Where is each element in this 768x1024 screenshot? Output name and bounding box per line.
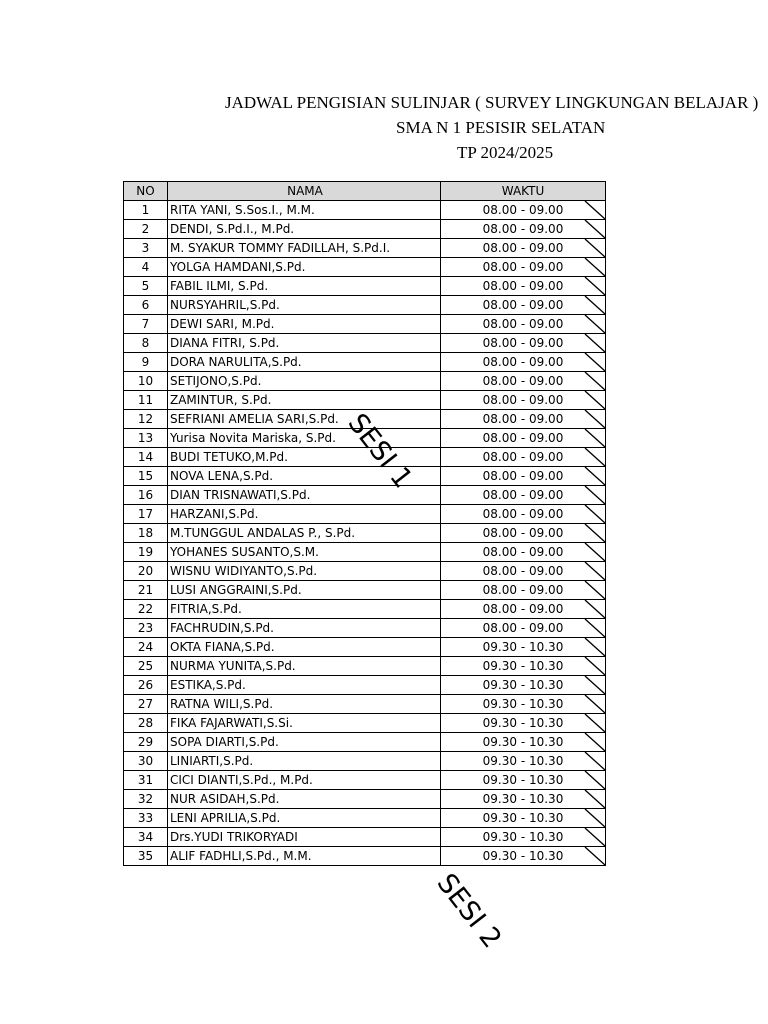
teacher-name (168, 676, 441, 695)
teacher-name (168, 296, 441, 315)
table-row (124, 581, 606, 600)
teacher-name-text: ZAMINTUR, S.Pd. (170, 393, 272, 407)
time-slot-text: 08.00 - 09.00 (482, 431, 564, 445)
row-number (124, 828, 168, 847)
teacher-name-text: ALIF FADHLI,S.Pd., M.M. (170, 849, 312, 863)
table-row (124, 676, 606, 695)
table-row (124, 239, 606, 258)
table-row (124, 847, 606, 866)
time-slot (441, 353, 606, 372)
time-slot-text: 09.30 - 10.30 (482, 792, 564, 806)
row-number (124, 334, 168, 353)
time-slot (441, 372, 606, 391)
row-number-text: 5 (141, 279, 150, 293)
teacher-name (168, 277, 441, 296)
teacher-name (168, 695, 441, 714)
time-slot (441, 505, 606, 524)
table-row (124, 562, 606, 581)
diagonal-slash-mark (585, 752, 605, 770)
table-row (124, 695, 606, 714)
diagonal-slash-mark (585, 315, 605, 333)
time-slot (441, 638, 606, 657)
row-number-text: 30 (137, 754, 154, 768)
diagonal-slash-mark (585, 714, 605, 732)
diagonal-slash-mark (585, 847, 605, 865)
time-slot-text: 09.30 - 10.30 (482, 830, 564, 844)
time-slot-text: 08.00 - 09.00 (482, 279, 564, 293)
time-slot-text: 09.30 - 10.30 (482, 678, 564, 692)
table-row (124, 809, 606, 828)
table-row (124, 467, 606, 486)
table-row (124, 296, 606, 315)
diagonal-slash-mark (585, 410, 605, 428)
time-slot (441, 448, 606, 467)
time-slot-text: 08.00 - 09.00 (482, 393, 564, 407)
table-row (124, 334, 606, 353)
row-number-text: 12 (137, 412, 154, 426)
academic-year: TP 2024/2025 (457, 143, 554, 162)
table-row (124, 752, 606, 771)
table-body (124, 201, 606, 866)
row-number (124, 695, 168, 714)
teacher-name (168, 543, 441, 562)
row-number (124, 771, 168, 790)
teacher-name (168, 562, 441, 581)
diagonal-slash-mark (585, 695, 605, 713)
row-number (124, 391, 168, 410)
row-number-text: 22 (137, 602, 154, 616)
diagonal-slash-mark (585, 638, 605, 656)
teacher-name (168, 752, 441, 771)
time-slot-text: 08.00 - 09.00 (482, 355, 564, 369)
diagonal-slash-mark (585, 258, 605, 276)
time-slot (441, 828, 606, 847)
teacher-name-text: LENI APRILIA,S.Pd. (170, 811, 281, 825)
teacher-name (168, 391, 441, 410)
teacher-name-text: SEFRIANI AMELIA SARI,S.Pd. (170, 412, 339, 426)
time-slot (441, 220, 606, 239)
teacher-name (168, 600, 441, 619)
teacher-name-text: LINIARTI,S.Pd. (170, 754, 254, 768)
row-number (124, 562, 168, 581)
time-slot (441, 277, 606, 296)
table-row (124, 391, 606, 410)
time-slot (441, 524, 606, 543)
teacher-name (168, 657, 441, 676)
row-number-text: 4 (141, 260, 150, 274)
row-number (124, 676, 168, 695)
diagonal-slash-mark (585, 467, 605, 485)
row-number (124, 201, 168, 220)
time-slot (441, 315, 606, 334)
time-slot (441, 790, 606, 809)
diagonal-slash-mark (585, 296, 605, 314)
diagonal-slash-mark (585, 448, 605, 466)
table-row (124, 638, 606, 657)
header-row (124, 182, 606, 201)
teacher-name-text: Drs.YUDI TRIKORYADI (170, 830, 298, 844)
row-number-text: 8 (141, 336, 150, 350)
time-slot-text: 08.00 - 09.00 (482, 260, 564, 274)
teacher-name-text: NUR ASIDAH,S.Pd. (170, 792, 280, 806)
diagonal-slash-mark (585, 201, 605, 219)
row-number (124, 505, 168, 524)
row-number-text: 27 (137, 697, 154, 711)
teacher-name (168, 201, 441, 220)
row-number-text: 1 (141, 203, 150, 217)
time-slot-text: 09.30 - 10.30 (482, 849, 564, 863)
time-slot (441, 847, 606, 866)
school-name: SMA N 1 PESISIR SELATAN (396, 118, 606, 137)
table-row (124, 524, 606, 543)
row-number-text: 25 (137, 659, 154, 673)
teacher-name (168, 790, 441, 809)
teacher-name-text: DENDI, S.Pd.I., M.Pd. (170, 222, 295, 236)
row-number-text: 32 (137, 792, 154, 806)
table-row (124, 733, 606, 752)
teacher-name-text: NURMA YUNITA,S.Pd. (170, 659, 296, 673)
teacher-name (168, 315, 441, 334)
diagonal-slash-mark (585, 353, 605, 371)
table-row (124, 714, 606, 733)
teacher-name (168, 809, 441, 828)
diagonal-slash-mark (585, 657, 605, 675)
teacher-name-text: Yurisa Novita Mariska, S.Pd. (170, 431, 336, 445)
diagonal-slash-mark (585, 220, 605, 238)
teacher-name (168, 828, 441, 847)
diagonal-slash-mark (585, 562, 605, 580)
time-slot-text: 08.00 - 09.00 (482, 602, 564, 616)
time-slot-text: 08.00 - 09.00 (482, 545, 564, 559)
teacher-name (168, 733, 441, 752)
table-row (124, 790, 606, 809)
teacher-name-text: OKTA FIANA,S.Pd. (170, 640, 275, 654)
row-number-text: 18 (137, 526, 154, 540)
diagonal-slash-mark (585, 429, 605, 447)
row-number-text: 13 (137, 431, 154, 445)
diagonal-slash-mark (585, 809, 605, 827)
row-number (124, 372, 168, 391)
teacher-name (168, 619, 441, 638)
table-row (124, 315, 606, 334)
table-row (124, 505, 606, 524)
diagonal-slash-mark (585, 277, 605, 295)
teacher-name-text: NOVA LENA,S.Pd. (170, 469, 274, 483)
time-slot (441, 600, 606, 619)
diagonal-slash-mark (585, 486, 605, 504)
row-number (124, 258, 168, 277)
row-number-text: 17 (137, 507, 154, 521)
diagonal-slash-mark (585, 239, 605, 257)
table-row (124, 277, 606, 296)
teacher-name (168, 410, 441, 429)
time-slot-text: 08.00 - 09.00 (482, 222, 564, 236)
row-number-text: 7 (141, 317, 150, 331)
row-number-text: 35 (137, 849, 154, 863)
table-row (124, 619, 606, 638)
row-number-text: 3 (141, 241, 150, 255)
row-number (124, 429, 168, 448)
row-number-text: 10 (137, 374, 154, 388)
time-slot (441, 410, 606, 429)
teacher-name-text: HARZANI,S.Pd. (170, 507, 259, 521)
time-slot (441, 201, 606, 220)
row-number-text: 11 (137, 393, 154, 407)
row-number-text: 33 (137, 811, 154, 825)
row-number-text: 20 (137, 564, 154, 578)
teacher-name (168, 220, 441, 239)
table-row (124, 543, 606, 562)
teacher-name-text: FIKA FAJARWATI,S.Si. (170, 716, 293, 730)
time-slot (441, 239, 606, 258)
row-number-text: 2 (141, 222, 150, 236)
time-slot-text: 09.30 - 10.30 (482, 716, 564, 730)
teacher-name-text: SOPA DIARTI,S.Pd. (170, 735, 279, 749)
teacher-name-text: ESTIKA,S.Pd. (170, 678, 246, 692)
time-slot-text: 09.30 - 10.30 (482, 659, 564, 673)
row-number (124, 657, 168, 676)
teacher-name-text: FABIL ILMI, S.Pd. (170, 279, 269, 293)
time-slot-text: 08.00 - 09.00 (482, 564, 564, 578)
row-number-text: 23 (137, 621, 154, 635)
time-slot (441, 486, 606, 505)
teacher-name (168, 771, 441, 790)
row-number (124, 581, 168, 600)
time-slot (441, 467, 606, 486)
time-slot-text: 09.30 - 10.30 (482, 735, 564, 749)
time-slot-text: 08.00 - 09.00 (482, 621, 564, 635)
diagonal-slash-mark (585, 828, 605, 846)
time-slot-text: 08.00 - 09.00 (482, 203, 564, 217)
row-number-text: 14 (137, 450, 154, 464)
diagonal-slash-mark (585, 771, 605, 789)
teacher-name-text: RATNA WILI,S.Pd. (170, 697, 274, 711)
time-slot (441, 619, 606, 638)
time-slot (441, 258, 606, 277)
teacher-name (168, 505, 441, 524)
time-slot-text: 09.30 - 10.30 (482, 754, 564, 768)
time-slot-text: 08.00 - 09.00 (482, 412, 564, 426)
time-slot-text: 08.00 - 09.00 (482, 583, 564, 597)
time-slot-text: 09.30 - 10.30 (482, 640, 564, 654)
teacher-name (168, 334, 441, 353)
table-row (124, 353, 606, 372)
time-slot (441, 296, 606, 315)
diagonal-slash-mark (585, 372, 605, 390)
time-slot-text: 08.00 - 09.00 (482, 241, 564, 255)
time-slot (441, 695, 606, 714)
session-2-stamp: SESI 2 (430, 868, 508, 955)
diagonal-slash-mark (585, 543, 605, 561)
table-row (124, 372, 606, 391)
diagonal-slash-mark (585, 581, 605, 599)
column-header-no: NO (124, 182, 168, 201)
row-number (124, 486, 168, 505)
table-row (124, 486, 606, 505)
row-number (124, 467, 168, 486)
time-slot-text: 08.00 - 09.00 (482, 488, 564, 502)
teacher-name-text: M.TUNGGUL ANDALAS P., S.Pd. (170, 526, 356, 540)
teacher-name (168, 372, 441, 391)
row-number (124, 600, 168, 619)
row-number (124, 847, 168, 866)
table-row (124, 220, 606, 239)
teacher-name (168, 353, 441, 372)
teacher-name-text: DORA NARULITA,S.Pd. (170, 355, 302, 369)
teacher-name (168, 258, 441, 277)
diagonal-slash-mark (585, 505, 605, 523)
time-slot (441, 334, 606, 353)
teacher-name-text: NURSYAHRIL,S.Pd. (170, 298, 280, 312)
time-slot-text: 08.00 - 09.00 (482, 507, 564, 521)
time-slot-text: 09.30 - 10.30 (482, 773, 564, 787)
row-number (124, 239, 168, 258)
time-slot (441, 581, 606, 600)
row-number (124, 714, 168, 733)
row-number-text: 28 (137, 716, 154, 730)
time-slot-text: 08.00 - 09.00 (482, 317, 564, 331)
diagonal-slash-mark (585, 790, 605, 808)
teacher-name-text: M. SYAKUR TOMMY FADILLAH, S.Pd.I. (170, 241, 391, 255)
row-number (124, 353, 168, 372)
time-slot-text: 08.00 - 09.00 (482, 450, 564, 464)
row-number-text: 19 (137, 545, 154, 559)
teacher-name-text: WISNU WIDIYANTO,S.Pd. (170, 564, 318, 578)
row-number-text: 21 (137, 583, 154, 597)
time-slot-text: 08.00 - 09.00 (482, 374, 564, 388)
row-number (124, 619, 168, 638)
teacher-name-text: DIAN TRISNAWATI,S.Pd. (170, 488, 311, 502)
time-slot-text: 09.30 - 10.30 (482, 697, 564, 711)
teacher-name-text: BUDI TETUKO,M.Pd. (170, 450, 288, 464)
teacher-name-text: DEWI SARI, M.Pd. (170, 317, 275, 331)
time-slot (441, 657, 606, 676)
document-title: JADWAL PENGISIAN SULINJAR ( SURVEY LINGKUNGAN BELAJAR ) (225, 93, 759, 112)
row-number-text: 31 (137, 773, 154, 787)
teacher-name (168, 714, 441, 733)
row-number-text: 34 (137, 830, 154, 844)
diagonal-slash-mark (585, 600, 605, 618)
time-slot-text: 09.30 - 10.30 (482, 811, 564, 825)
time-slot (441, 562, 606, 581)
teacher-name-text: DIANA FITRI, S.Pd. (170, 336, 280, 350)
time-slot-text: 08.00 - 09.00 (482, 469, 564, 483)
table-row (124, 771, 606, 790)
diagonal-slash-mark (585, 733, 605, 751)
row-number-text: 15 (137, 469, 154, 483)
row-number-text: 6 (141, 298, 150, 312)
row-number (124, 524, 168, 543)
row-number (124, 315, 168, 334)
row-number (124, 277, 168, 296)
table-row (124, 201, 606, 220)
teacher-name-text: RITA YANI, S.Sos.I., M.M. (170, 203, 315, 217)
time-slot (441, 714, 606, 733)
teacher-name (168, 638, 441, 657)
table-row (124, 657, 606, 676)
schedule-table (123, 181, 606, 866)
diagonal-slash-mark (585, 619, 605, 637)
time-slot (441, 733, 606, 752)
diagonal-slash-mark (585, 524, 605, 542)
teacher-name-text: YOHANES SUSANTO,S.M. (170, 545, 319, 559)
teacher-name-text: LUSI ANGGRAINI,S.Pd. (170, 583, 302, 597)
session-1-stamp: SESI 1 (341, 408, 419, 495)
row-number (124, 543, 168, 562)
time-slot-text: 08.00 - 09.00 (482, 336, 564, 350)
time-slot-text: 08.00 - 09.00 (482, 526, 564, 540)
row-number (124, 410, 168, 429)
row-number (124, 809, 168, 828)
row-number-text: 16 (137, 488, 154, 502)
row-number (124, 296, 168, 315)
teacher-name-text: YOLGA HAMDANI,S.Pd. (170, 260, 306, 274)
time-slot (441, 676, 606, 695)
time-slot (441, 543, 606, 562)
table-row (124, 258, 606, 277)
teacher-name-text: FACHRUDIN,S.Pd. (170, 621, 274, 635)
table-row (124, 828, 606, 847)
time-slot (441, 752, 606, 771)
time-slot-text: 08.00 - 09.00 (482, 298, 564, 312)
row-number (124, 752, 168, 771)
row-number (124, 448, 168, 467)
time-slot (441, 429, 606, 448)
row-number (124, 638, 168, 657)
teacher-name (168, 581, 441, 600)
row-number (124, 733, 168, 752)
time-slot (441, 809, 606, 828)
teacher-name (168, 524, 441, 543)
teacher-name (168, 429, 441, 448)
column-header-name: NAMA (168, 182, 441, 201)
time-slot (441, 771, 606, 790)
row-number (124, 790, 168, 809)
row-number-text: 26 (137, 678, 154, 692)
time-slot (441, 391, 606, 410)
teacher-name (168, 847, 441, 866)
teacher-name-text: FITRIA,S.Pd. (170, 602, 242, 616)
row-number-text: 29 (137, 735, 154, 749)
diagonal-slash-mark (585, 391, 605, 409)
diagonal-slash-mark (585, 676, 605, 694)
teacher-name-text: SETIJONO,S.Pd. (170, 374, 262, 388)
diagonal-slash-mark (585, 334, 605, 352)
column-header-time: WAKTU (441, 182, 606, 201)
table-row (124, 600, 606, 619)
teacher-name-text: CICI DIANTI,S.Pd., M.Pd. (170, 773, 313, 787)
teacher-name (168, 239, 441, 258)
row-number-text: 9 (141, 355, 150, 369)
row-number (124, 220, 168, 239)
row-number-text: 24 (137, 640, 154, 654)
